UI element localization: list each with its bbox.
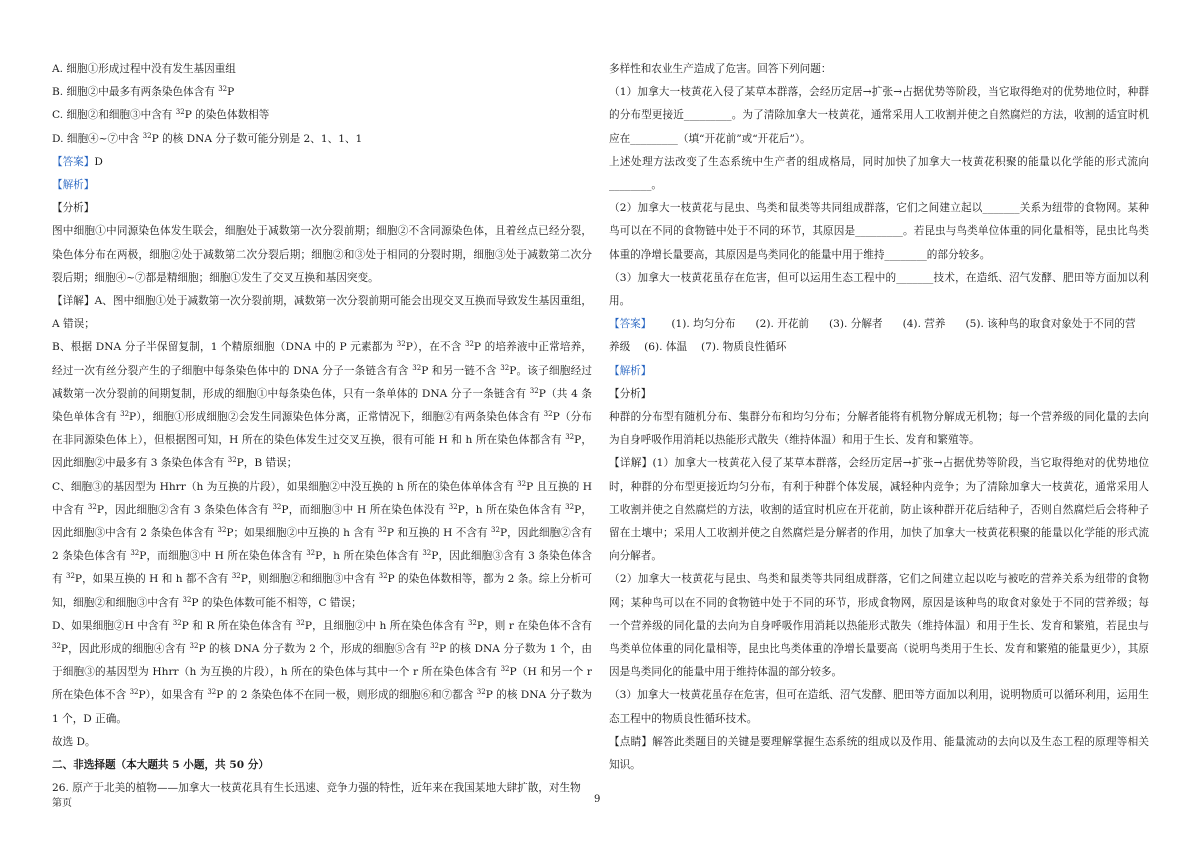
fenxi-text: 种群的分布型有随机分布、集群分布和均匀分布；分解者能将有机物分解成无机物；每一个营养级的同化量的去向为自身呼吸作用消耗以热能形式散失（维持体温）和用于生长、发育和繁殖等。 [609, 411, 1149, 447]
question-26-start: 26. 原产于北美的植物——加拿大一枝黄花具有生长迅速、竞争力强的特性，近年来在我国某地大肆扩散，对生物 [52, 782, 581, 795]
option-c: C. 细胞②和细胞③中含有 $^{32}$P 的染色体数相等 [52, 108, 270, 122]
option-d: D. 细胞④~⑦中含 $^{32}$P 的核 DNA 分子数可能分别是 2、1、1、1 [52, 131, 363, 145]
detail-3: （3）加拿大一枝黄花虽存在危害，但可在造纸、沼气发酵、肥田等方面加以利用，说明物质可以循环利用，运用生态工程中的物质良性循环技术。 [609, 689, 1149, 725]
question-part-2: （2）加拿大一枝黄花与昆虫、鸟类和鼠类等共同组成群落，它们之间建立起以_______关系为纽带的食物网。某种鸟可以在不同的食物链中处于不同的环节，其原因是_________。若昆虫与鸟类单位体重的同化量相等，昆虫比鸟类体重的净增长量要高，其原因是鸟类同化的能量中用于维持________的部分较多。 [609, 202, 1149, 261]
fenxi-text: 图中细胞①中同源染色体发生联会，细胞处于减数第一次分裂前期；细胞②不含同源染色体，且着丝点已经分裂，染色体分布在两极，细胞②处于减数第二次分裂后期；细胞②和③处于相同的分裂时期，细胞③处于减数第二次分裂后期；细胞④~⑦都是精细胞；细胞①发生了交叉互换和基因突变。 [52, 225, 592, 284]
detail-1: 【详解】(1）加拿大一枝黄花入侵了某草本群落，会经历定居→扩张→占据优势等阶段，当它取得绝对的优势地位时，种群的分布型更接近均匀分布，有利于种群个体发展，减轻种内竞争；为了清除加拿大一枝黄花，通常采用人工收割并使之自然腐烂的方法，收割的适宜时机应在开花前，防止该种群开花后结种子，否则自然腐烂后会将种子留在土壤中；采用人工收割并使之自然腐烂是分解者的作用，加快了加拿大一枝黄花积聚的能量以化学能的形式流向分解者。 [609, 457, 1149, 563]
answer-item: (5). 该种鸟的取食对象处于不同的营 [965, 318, 1136, 331]
detail-c: C、细胞③的基因型为 Hhrr（h 为互换的片段），如果细胞②中没互换的 h 所在的染色体单体含有 $^{32}$P 且互换的 H 中含有 $^{32}$P，因此细胞②含有 3 条染色体含有 $^{32}$P，而细胞③中 H 所在染色体没有 $^{32}$P，h 所在染色体含有 $^{32}$P，因此细胞③中含有 2 条染色体含有 $^{32}$P；如果细胞②中互换的 h 含有 $^{32}$P 和互换的 H 不含有 $^{32}$P，因此细胞②含有 2 条染色体含有 $^{32}$P，而细胞③中 H 所在染色体含有 $^{32}$P，h 所在染色体含有 $^{32}$P，因此细胞③含有 3 条染色体含有 $^{32}$P，如果互换的 H 和 h 都不含有 $^{32}$P，则细胞②和细胞③中含有 $^{32}$P 的染色体数相等，都为 2 条。综上分析可知，细胞②和细胞③中含有 $^{32}$P 的染色体数可能不相等，C 错误； [52, 479, 593, 609]
detail-a: 【详解】A、图中细胞①处于减数第一次分裂前期，减数第一次分裂前期可能会出现交叉互换而导致发生基因重组，A 错误； [52, 295, 592, 331]
detail-d: D、如果细胞②H 中含有 $^{32}$P 和 R 所在染色体含有 $^{32}$P，且细胞②中 h 所在染色体含有 $^{32}$P，则 r 在染色体不含有 $^{32}$P，因此形成的细胞④含有 $^{32}$P 的核 DNA 分子数为 2 个，形成的细胞⑤含有 $^{32}$P 的核 DNA 分子数为 1 个，由于细胞③的基因型为 Hhrr（h 为互换的片段），h 所在的染色体与其中一个 r 所在染色体含有 $^{32}$P（H 和另一个 r 所在染色体不含 $^{32}$P），如果含有 $^{32}$P 的 2 条染色体不在同一极，则形成的细胞⑥和⑦都含 $^{32}$P 的核 DNA 分子数为 1 个，D 正确。 [52, 618, 592, 725]
answer-item: (3). 分解者 [829, 318, 883, 331]
fenxi-label: 【分析】 [609, 387, 652, 400]
answer-list: 【答案】 (1). 均匀分布 (2). 开花前 (3). 分解者 (4). 营养 (5). 该种鸟的取食对象处于不同的营 [609, 318, 1136, 331]
question-part-3: （3）加拿大一枝黄花虽存在危害，但可以运用生态工程中的_______技术，在造纸、沼气发酵、肥田等方面加以利用。 [609, 271, 1149, 308]
page-number: 9 [594, 794, 601, 805]
question-part-1b: 上述处理方法改变了生态系统中生产者的组成格局，同时加快了加拿大一枝黄花积聚的能量以化学能的形式流向________。 [609, 155, 1149, 192]
right-column [609, 58, 1149, 777]
detail-2: （2）加拿大一枝黄花与昆虫、鸟类和鼠类等共同组成群落，它们之间建立起以吃与被吃的营养关系为纽带的食物网；某种鸟可以在不同的食物链中处于不同的环节，形成食物网，原因是该种鸟的取食对象处于不同的营养级；每一个营养级的同化量的去向为自身呼吸作用消耗以热能形式散失（维持体温）和用于生长、发育和繁殖，若昆虫与鸟类单位体重的同化量相等，昆虫比鸟类体重的净增长量要高（说明鸟类用于生长、发育和繁殖的能量更少），其原因是鸟类同化的能量中用于维持体温的部分较多。 [609, 573, 1149, 679]
answer-item: (2). 开花前 [755, 318, 810, 331]
fenxi-label: 【分析】 [52, 202, 95, 215]
question-part-1: （1）加拿大一枝黄花入侵了某草本群落，会经历定居→扩张→占据优势等阶段，当它取得绝对的优势地位时，种群的分布型更接近_________。为了清除加拿大一枝黄花，通常采用人工收割并使之自然腐烂的方法，收割的适宜时机应在_________（填“开花前”或“开花后”）。 [609, 86, 1149, 145]
left-column [52, 58, 592, 801]
detail-b: B、根据 DNA 分子半保留复制，1 个精原细胞（DNA 中的 P 元素都为 $^{32}$P），在不含 $^{32}$P 的培养液中正常培养，经过一次有丝分裂产生的子细胞中每条染色体中的 DNA 分子一条链含有含 $^{32}$P 和另一链不含 $^{32}$P。该子细胞经过减数第一次分裂前的间期复制，形成的细胞①中每条染色体，只有一条单体的 DNA 分子一条链含有 $^{32}$P（共 4 条染色单体含有 $^{32}$P），细胞①形成细胞②会发生同源染色体分离，正常情况下，细胞②有两条染色体含有 $^{32}$P（分布在非同源染色体上），但根据图可知，H 所在的染色体发生过交叉互换，很有可能 H 和 h 所在染色体都含有 $^{32}$P，因此细胞②中最多有 3 条染色体含有 $^{32}$P，B 错误； [52, 340, 593, 470]
section-title: 二、非选择题（本大题共 5 小题，共 50 分） [52, 759, 269, 772]
answer: 【答案】D [52, 155, 103, 168]
option-b: B. 细胞②中最多有两条染色体含有 $^{32}$P [52, 85, 235, 99]
analysis-label: 【解析】 [609, 364, 652, 377]
dianjing: 【点睛】解答此类题目的关键是要理解掌握生态系统的组成以及作用、能量流动的去向以及生态工程的原理等相关知识。 [609, 735, 1149, 772]
answer-item: (4). 营养 [902, 318, 946, 331]
conclusion: 故选 D。 [52, 735, 96, 748]
footer-left: 第页 [52, 798, 72, 809]
option-a: A. 细胞①形成过程中没有发生基因重组 [52, 63, 236, 75]
analysis-label: 【解析】 [52, 179, 95, 192]
answer-item: (1). 均匀分布 [671, 318, 736, 331]
question-26-cont: 多样性和农业生产造成了危害。回答下列问题： [609, 63, 832, 75]
answer-line-2: 养级 (6). 体温 (7). 物质良性循环 [609, 341, 787, 354]
